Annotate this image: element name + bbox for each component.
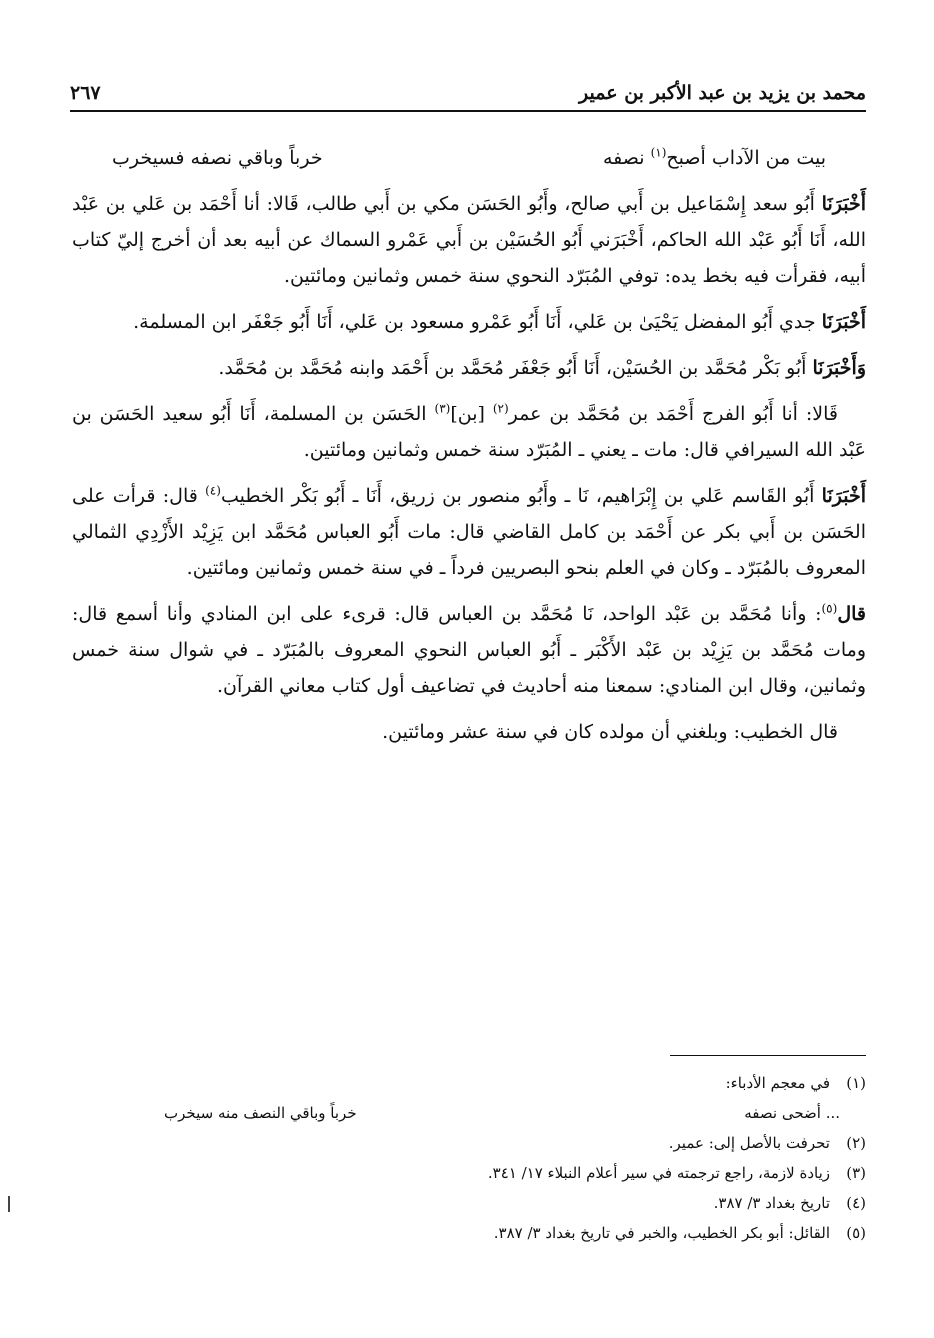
footnote-verse-first: ... أضحى نصفه: [744, 1104, 840, 1122]
paragraph-1: أَخْبَرَنَا أَبُو سعد إِسْمَاعيل بن أَبي صالح، وأَبُو الحَسَن مكي بن أَبي طالب، قَالا: أنا أَحْمَد بن عَلي بن عَبْد الله، أَنَا أَبُو عَبْد الله الحاكم، أَخْبَرَني أَبُو الحُسَيْن بن أَبي عَمْرو السماك عن أبيه بعد أن أخرج إليّ كتاب أبيه، فقرأت فيه بخط يده: توفي المُبَرّد النحوي سنة خمس وثمانين ومائتين.: [72, 193, 866, 287]
paragraph-5: أَخْبَرَنَا أَبُو القَاسم عَلي بن إِبْرَاهيم، نَا ـ وأَبُو منصور بن زريق، أَنَا ـ أَبُو بَكْر الخطيب$^{(٤)}$ قال: قرأت على الحَسَن بن أَبي بكر عن أَحْمَد بن كامل القاضي قال: مات أَبُو العباس مُحَمَّد ابن يَزِيْد الأَزْدِي الثمالي المعروف بالمُبَرّد ـ وكان في العلم بنحو البصريين فرداً ـ في سنة خمس وثمانين ومائتين.: [72, 483, 866, 579]
paragraph-2: أَخْبَرَنَا جدي أَبُو المفضل يَحْيَىٰ بن عَلي، أَنَا أَبُو عَمْرو مسعود بن عَلي، أَنَا أَبُو جَعْفَر ابن المسلمة.: [133, 311, 866, 333]
footnote-4: (٤) تاريخ بغداد ٣/ ٣٨٧.: [713, 1194, 866, 1212]
keyword: وَأَخْبَرَنَا: [812, 357, 866, 379]
footnote-2: (٢) تحرفت بالأصل إلى: عمير.: [668, 1134, 866, 1152]
footnote-ref: (١): [650, 145, 667, 160]
paragraph-6: قال$^{(٥)}$: وأنا مُحَمَّد بن عَبْد الواحد، نَا مُحَمَّد بن العباس قال: قرىء على ابن المنادي وأنا أسمع قال: ومات مُحَمَّد بن يَزِيْد بن عَبْد الأَكْبَر ـ أَبُو العباس النحوي المعروف بالمُبَرّد ـ في شوال سنة خمس وثمانين، وقال ابن المنادي: سمعنا منه أحاديث في تضاعيف أول كتاب معاني القرآن.: [72, 601, 866, 697]
paragraph-3: وَأَخْبَرَنَا أَبُو بَكْر مُحَمَّد بن الحُسَيْن، أَنَا أَبُو جَعْفَر مُحَمَّد بن أَحْمَد وابنه مُحَمَّد بن مُحَمَّد.: [218, 357, 866, 379]
verse-first-hemistich: بيت من الآداب أصبح$^{(١)}$ نصفه: [602, 145, 826, 169]
footnote-verse-second: خرباً وباقي النصف منه سيخرب: [164, 1104, 357, 1122]
footnote-1: (١) في معجم الأدباء:: [725, 1074, 866, 1092]
keyword: قال: [837, 603, 866, 625]
footnote-1-verse: [72, 1098, 866, 1128]
footnote-ref: (٢): [492, 401, 509, 416]
footnote-ref: (٣): [434, 401, 451, 416]
keyword: أَخْبَرَنَا: [821, 311, 866, 333]
page-number: ٢٦٧: [70, 82, 101, 104]
header-rule: [70, 110, 866, 112]
keyword: أَخْبَرَنَا: [821, 485, 866, 507]
footnotes: [72, 1068, 866, 1248]
footnote-ref: (٤): [205, 483, 221, 498]
scan-margin-mark: [8, 1196, 10, 1212]
main-text: [72, 140, 866, 760]
footnote-3: (٣) زيادة لازمة، راجع ترجمته في سير أعلام النبلاء ١٧/ ٣٤١.: [487, 1164, 866, 1182]
poetry-verse: [72, 140, 866, 176]
paragraph-4: قَالا: أنا أَبُو الفرج أَحْمَد بن مُحَمَّد بن عمر$^{(٢)}$ [بن]$^{(٣)}$ الحَسَن بن المسلمة، أَنَا أَبُو سعيد الحَسَن بن عَبْد الله السيرافي قال: مات ـ يعني ـ المُبَرّد سنة خمس وثمانين ومائتين.: [72, 401, 866, 461]
footnote-rule: [670, 1055, 866, 1056]
paragraph-7: قال الخطيب: وبلغني أن مولده كان في سنة عشر ومائتين.: [382, 721, 838, 743]
verse-second-hemistich: خرباً وباقي نصفه فسيخرب: [112, 147, 323, 169]
footnote-5: (٥) القائل: أبو بكر الخطيب، والخبر في تاريخ بغداد ٣/ ٣٨٧.: [493, 1224, 866, 1242]
running-title: محمد بن يزيد بن عبد الأكبر بن عمير: [579, 82, 866, 104]
keyword: أَخْبَرَنَا: [821, 193, 866, 215]
footnote-ref: (٥): [821, 601, 838, 616]
page-header: [70, 68, 866, 104]
